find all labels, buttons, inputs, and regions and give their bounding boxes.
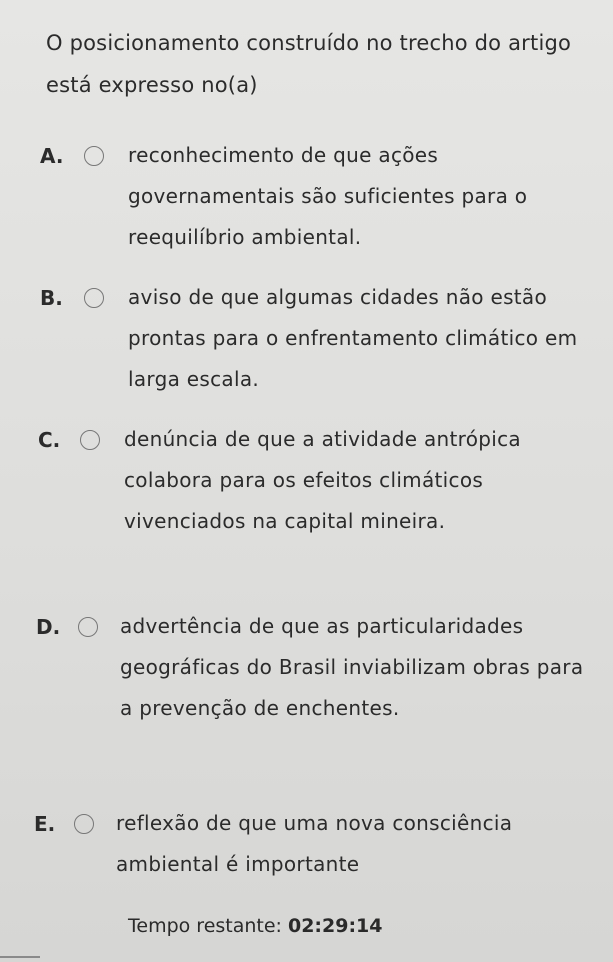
- radio-button-d[interactable]: [78, 617, 98, 637]
- option-letter: E.: [34, 812, 56, 836]
- timer-value: 02:29:14: [287, 915, 383, 937]
- time-remaining: [128, 912, 383, 940]
- option-letter: D.: [36, 615, 61, 639]
- option-text: advertência de que as particularidades geográficas do Brasil inviabilizam obras para a prevenção de enchentes.: [120, 614, 584, 720]
- option-letter: B.: [40, 286, 63, 310]
- option-text: reflexão de que uma nova consciência ambiental é importante: [116, 811, 513, 876]
- divider: [0, 956, 40, 958]
- timer-label: Tempo restante:: [128, 915, 282, 937]
- radio-button-b[interactable]: [84, 288, 104, 308]
- option-text: aviso de que algumas cidades não estão prontas para o enfrentamento climático em larga escala.: [128, 285, 578, 391]
- question-text: O posicionamento construído no trecho do artigo está expresso no(a): [46, 31, 572, 97]
- radio-button-c[interactable]: [80, 430, 100, 450]
- option-letter: A.: [40, 144, 64, 168]
- radio-button-a[interactable]: [84, 146, 104, 166]
- option-letter: C.: [38, 428, 61, 452]
- option-text: denúncia de que a atividade antrópica colabora para os efeitos climáticos vivenciados na capital mineira.: [124, 427, 521, 533]
- option-text: reconhecimento de que ações governamentais são suficientes para o reequilíbrio ambiental.: [128, 143, 528, 249]
- radio-button-e[interactable]: [74, 814, 94, 834]
